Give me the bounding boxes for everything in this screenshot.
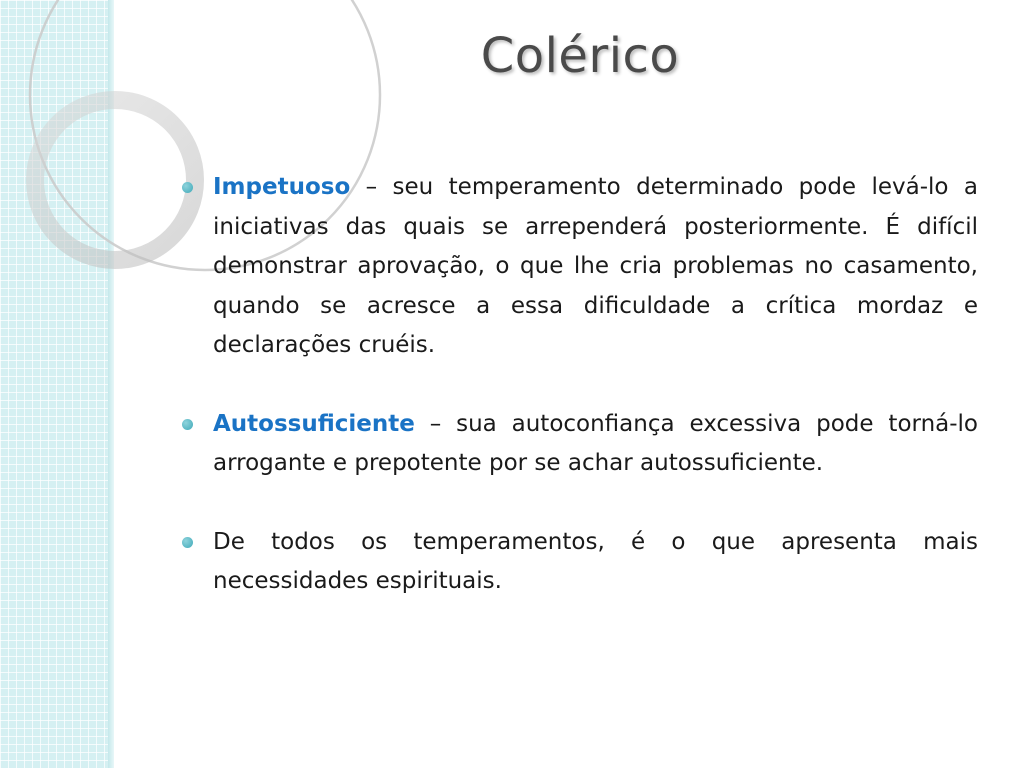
side-grid-strip	[0, 0, 112, 768]
side-strip-edge	[108, 0, 114, 768]
bullet-keyword: Autossuficiente	[213, 410, 415, 437]
bullet-text: – sua autoconfiança excessiva pode torná-lo arrogante e prepotente por se achar autossuficiente.	[213, 410, 978, 476]
bullet-dot-icon	[182, 537, 193, 548]
bullet-dot-icon	[182, 419, 193, 430]
bullet-text: De todos os temperamentos, é o que apresenta mais necessidades espirituais.	[213, 528, 978, 594]
bullet-text: – seu temperamento determinado pode levá-lo a iniciativas das quais se arrependerá posteriormente. É difícil demonstrar aprovação, o que lhe cria problemas no casamento, quando se acresce a essa dificuldade a crítica mordaz e declarações cruéis.	[213, 174, 978, 358]
slide-title: Colérico	[480, 28, 680, 84]
bullet-keyword: Impetuoso	[213, 174, 351, 200]
bullet-dot-icon	[182, 182, 193, 193]
bullet-item-necessidades	[180, 523, 978, 602]
bullet-item-autossuficiente	[180, 405, 978, 484]
bullet-list	[180, 168, 978, 602]
bullet-item-impetuoso	[180, 168, 978, 366]
